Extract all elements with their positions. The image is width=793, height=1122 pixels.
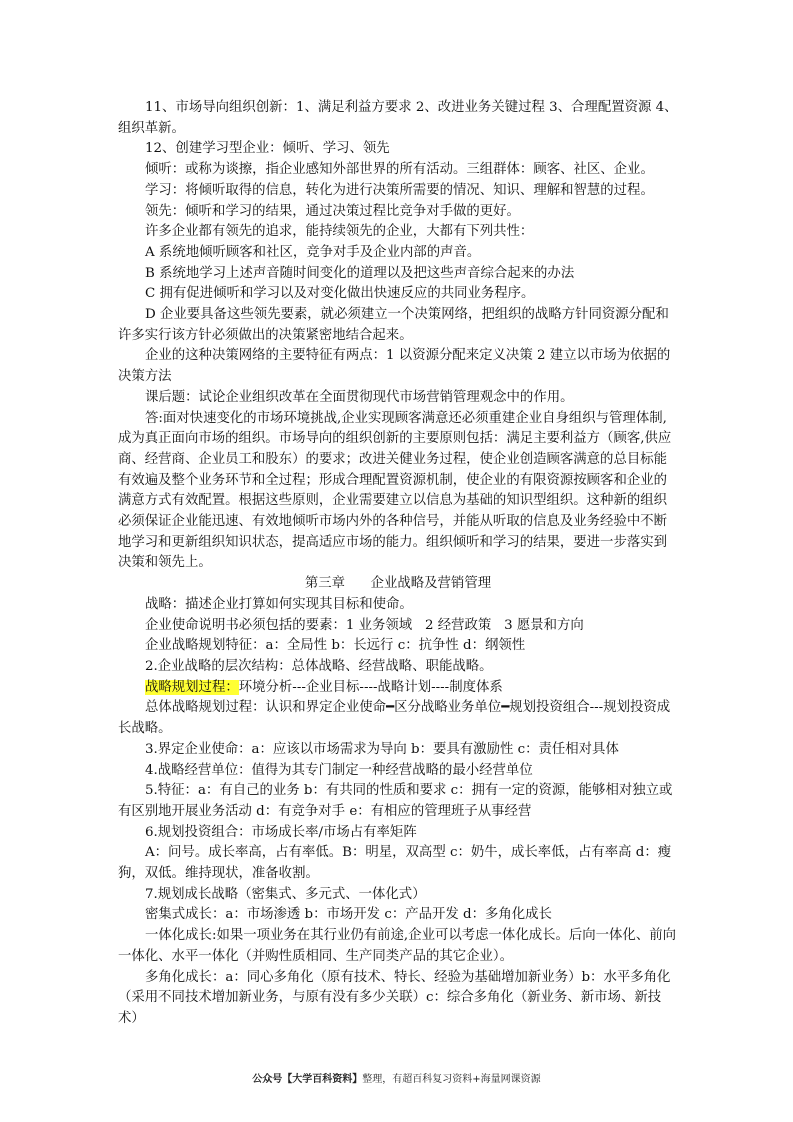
paragraph: 战略：描述企业打算如何实现其目标和使命。: [145, 596, 413, 612]
paragraph: A 系统地倾听顾客和社区，竞争对手及企业内部的声音。: [145, 244, 481, 260]
paragraph: 总体战略规划过程：认识和界定企业使命━区分战略业务单位━规划投资组合---规划投资成长战略。: [118, 700, 671, 737]
paragraph: 课后题：试论企业组织改革在全面贯彻现代市场营销管理观念中的作用。: [145, 389, 574, 405]
paragraph: 12、创建学习型企业：倾听、学习、领先: [145, 141, 390, 157]
paragraph: 密集式成长：a：市场渗透 b：市场开发 c：产品开发 d：多角化成长: [145, 907, 552, 923]
paragraph: 领先：倾听和学习的结果，通过决策过程比竞争对手做的更好。: [145, 203, 520, 219]
paragraph: 许多企业都有领先的追求，能持续领先的企业，大都有下列共性：: [145, 224, 534, 240]
paragraph: A：问号。成长率高，占有率低。B：明星，双高型 c：奶牛，成长率低，占有率高 d：瘦狗，双低。维持现状，准备收割。: [118, 845, 672, 882]
paragraph-text: 环境分析---企业目标----战略计划----制度体系: [238, 679, 503, 695]
paragraph: 6.规划投资组合：市场成长率/市场占有率矩阵: [145, 824, 417, 840]
paragraph: 3.界定企业使命：a：应该以市场需求为导向 b：要具有激励性 c：责任相对具体: [145, 741, 619, 757]
page-footer: [0, 1070, 793, 1085]
document-body: [118, 98, 678, 1030]
answer-paragraph: 答:面对快速变化的市场环境挑战,企业实现顾客满意还必须重建企业自身组织与管理体制,成为真正面向市场的组织。市场导向的组织创新的主要原则包括：满足主要利益方（顾客,供应商、经营商、企业员工和股东）的要求；改进关健业务过程，使企业创造顾客满意的总目标能有效遍及整个业务环节和全过程；形成合理配置资源机制，使企业的有限资源按顾客和企业的满意方式有效配置。根据这些原则，企业需要建立以信息为基础的知识型组织。这种新的组织必须保证企业能迅速、有效地倾听市场内外的各种信号，并能从听取的信息及业务经验中不断地学习和更新组织知识状态，提高适应市场的能力。组织倾听和学习的结果，要进一步落实到决策和领先上。: [118, 410, 672, 571]
footer-text: 整理，有超百科复习资料+海量网课资源: [362, 1074, 541, 1085]
highlighted-term: 战略规划过程：: [145, 679, 239, 695]
paragraph: 学习：将倾听取得的信息，转化为进行决策所需要的情况、知识、理解和智慧的过程。: [145, 182, 654, 198]
paragraph: 企业战略规划特征：a：全局性 b：长远行 c：抗争性 d：纲领性: [145, 638, 526, 654]
paragraph: 多角化成长：a：同心多角化（原有技术、特长、经验为基础增加新业务）b：水平多角化（采用不同技术增加新业务，与原有没有多少关联）c：综合多角化（新业务、新市场、新技术）: [118, 969, 671, 1026]
paragraph: [118, 678, 678, 699]
paragraph: B 系统地学习上述声音随时间变化的道理以及把这些声音综合起来的办法: [145, 265, 575, 281]
paragraph: 倾听：或称为谈擦，指企业感知外部世界的所有活动。三组群体：顾客、社区、企业。: [145, 162, 654, 178]
paragraph: D 企业要具备这些领先要素，就必须建立一个决策网络，把组织的战略方针同资源分配和许多实行该方针必须做出的决策紧密地结合起来。: [118, 307, 669, 343]
footer-source: 公众号【大学百科资料】: [252, 1074, 363, 1085]
paragraph: 11、市场导向组织创新：1、满足利益方要求 2、改进业务关键过程 3、合理配置资源 4、组织革新。: [118, 100, 678, 136]
paragraph: 4.战略经营单位：值得为其专门制定一种经营战略的最小经营单位: [145, 762, 533, 778]
paragraph: 7.规划成长战略（密集式、多元式、一体化式）: [145, 886, 426, 902]
paragraph: 企业的这种决策网络的主要特征有两点：1 以资源分配来定义决策 2 建立以市场为依据的决策方法: [118, 348, 671, 385]
paragraph: 2.企业战略的层次结构：总体战略、经营战略、职能战略。: [145, 658, 493, 674]
paragraph: 一体化成长:如果一项业务在其行业仍有前途,企业可以考虑一体化成长。后向一体化、前向一体化、水平一体化（并购性质相同、生产同类产品的其它企业）。: [118, 928, 676, 964]
paragraph: 5.特征：a：有自己的业务 b：有共同的性质和要求 c：拥有一定的资源，能够相对独立或有区别地开展业务活动 d：有竞争对手 e：有相应的管理班子从事经营: [118, 783, 673, 819]
chapter-heading: 第三章 企业战略及营销管理: [304, 576, 492, 592]
paragraph: C 拥有促进倾听和学习以及对变化做出快速反应的共同业务程序。: [145, 286, 535, 302]
paragraph: 企业使命说明书必须包括的要素：1 业务领域 2 经营政策 3 愿景和方向: [145, 617, 584, 633]
